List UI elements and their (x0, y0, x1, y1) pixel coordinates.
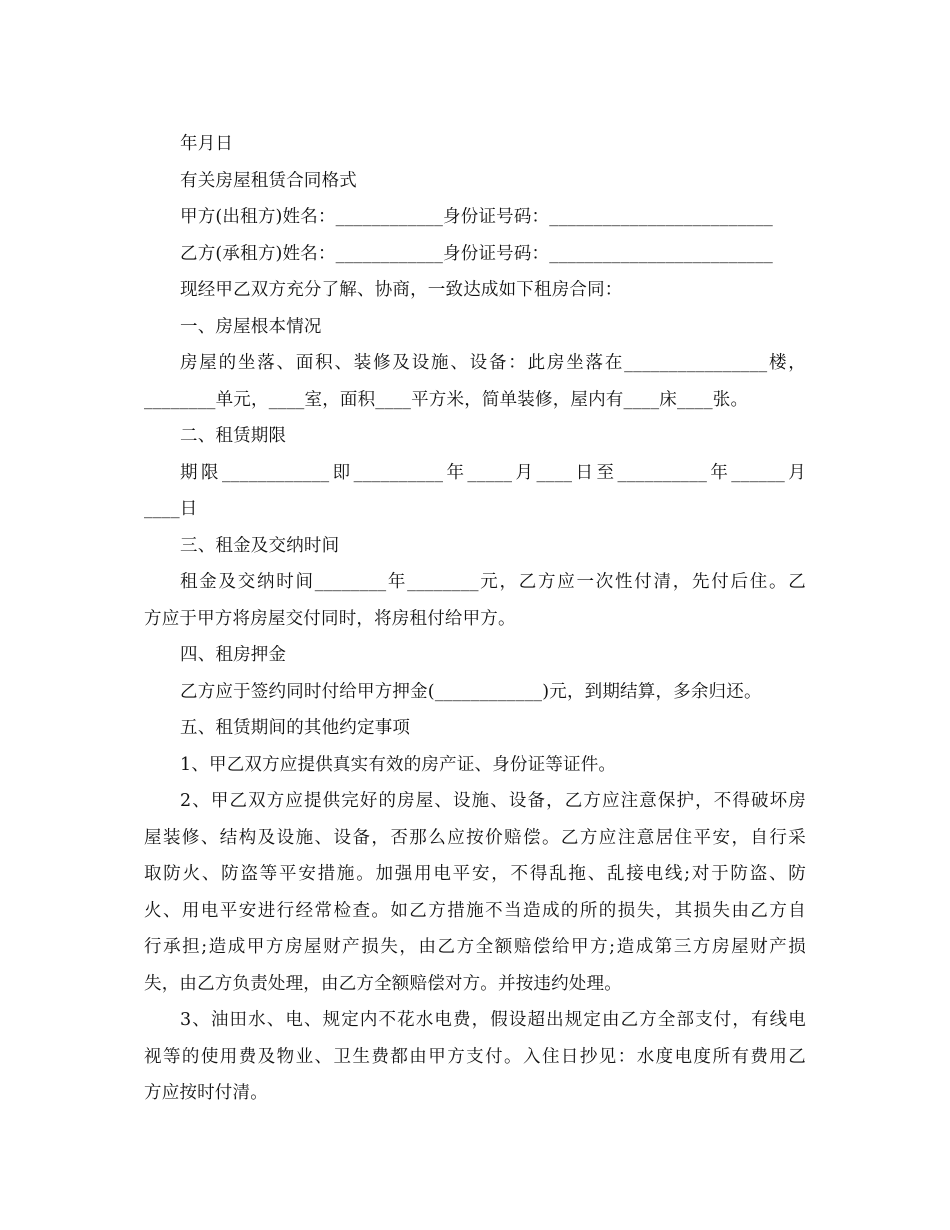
section-3-line-2: 方应于甲方将房屋交付同时，将房租付给甲方。 (144, 608, 516, 629)
preamble: 现经甲乙双方充分了解、协商，一致达成如下租房合同： (180, 280, 623, 300)
section-heading-5: 五、租赁期间的其他约定事项 (180, 718, 411, 738)
item-2-line: 2、甲乙双方应提供完好的房屋、设施、设备，乙方应注意保护，不得破坏房 (180, 791, 806, 811)
section-heading-2: 二、租赁期限 (180, 426, 287, 446)
date-line: 年月日 (180, 134, 234, 154)
party-a-line: 甲方(出租方)姓名：____________身份证号码：_________________________ (180, 207, 774, 227)
section-3-paragraph (144, 564, 806, 637)
section-4-paragraph: 乙方应于签约同时付给甲方押金(____________)元，到期结算，多余归还。 (180, 681, 762, 702)
section-1-line-2: ________单元，____室，面积____平方米，简单装修，屋内有____床____张。 (144, 389, 749, 410)
item-3 (144, 1002, 806, 1112)
party-b-line: 乙方(承租方)姓名：____________身份证号码：_________________________ (180, 243, 774, 264)
section-1-paragraph (144, 345, 806, 418)
section-2-line-1: 期限____________即__________年_____月____日至__________年______月 (180, 462, 806, 483)
contract-body (144, 126, 806, 1112)
item-3-line: 视等的使用费及物业、卫生费都由甲方支付。入住日抄见：水度电度所有费用乙 (144, 1046, 806, 1067)
section-heading-3: 三、租金及交纳时间 (180, 535, 340, 556)
section-3-line-1: 租金及交纳时间________年________元，乙方应一次性付清，先付后住。乙 (180, 572, 806, 592)
section-1-line-1: 房屋的坐落、面积、装修及设施、设备：此房坐落在________________楼， (180, 353, 806, 373)
section-2-paragraph (144, 455, 806, 528)
item-3-line: 3、油田水、电、规定内不花水电费，假设超出规定由乙方全部支付，有线电 (180, 1010, 806, 1030)
item-1: 1、甲乙双方应提供真实有效的房产证、身份证等证件。 (180, 754, 617, 775)
section-heading-4: 四、租房押金 (180, 645, 287, 665)
item-3-line: 方应按时付清。 (144, 1083, 268, 1103)
item-2-line: 行承担;造成甲方房屋财产损失，由乙方全额赔偿给甲方;造成第三方房屋财产损 (144, 937, 806, 957)
item-2-line: 取防火、防盗等平安措施。加强用电平安，不得乱拖、乱接电线;对于防盗、防 (144, 864, 806, 884)
item-2-line: 火、用电平安进行经常检查。如乙方措施不当造成的所的损失，其损失由乙方自 (144, 900, 806, 921)
section-heading-1: 一、房屋根本情况 (180, 316, 322, 337)
item-2-line: 屋装修、结构及设施、设备，否那么应按价赔偿。乙方应注意居住平安，自行采 (144, 827, 806, 848)
contract-title: 有关房屋租赁合同格式 (180, 170, 357, 191)
section-2-line-2: ____日 (144, 499, 198, 519)
item-2-line: 失，由乙方负责处理，由乙方全额赔偿对方。并按违约处理。 (144, 973, 622, 994)
item-2 (144, 783, 806, 1002)
